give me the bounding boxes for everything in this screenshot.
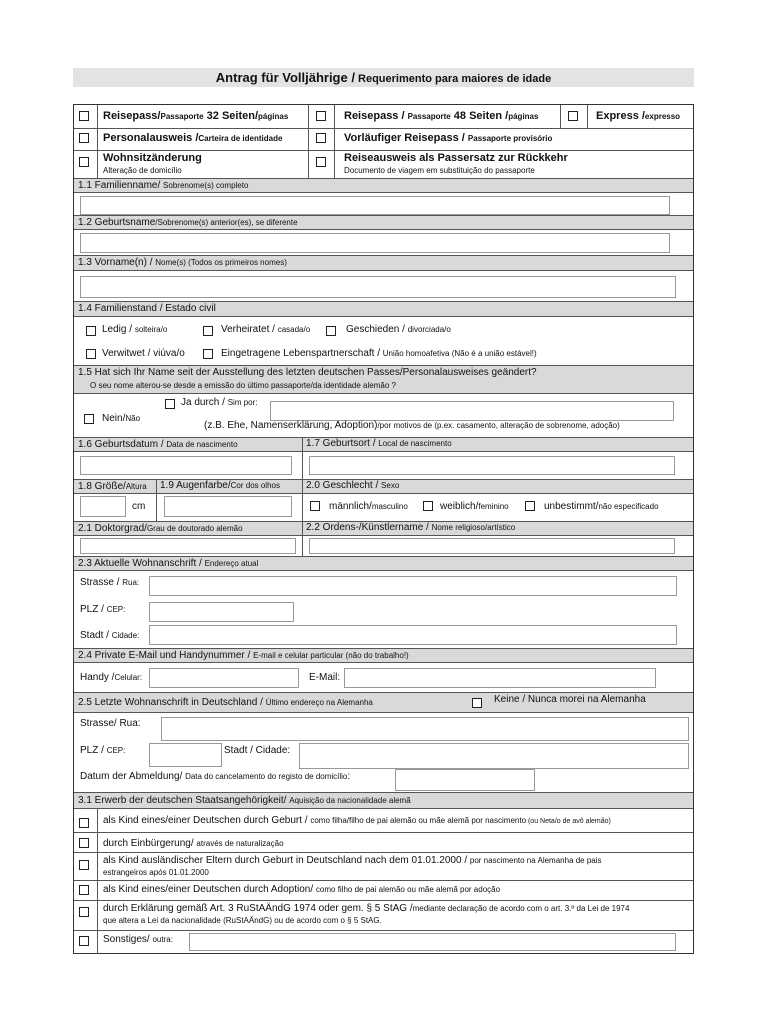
erwerb-einbuergerung-label: durch Einbürgerung/ através de naturalização	[103, 838, 284, 849]
section-1-6-1-7-header: 1.6 Geburtsdatum / Data de nascimento	[74, 437, 693, 452]
handy-label: Handy /Celular:	[80, 672, 143, 683]
verheiratet-checkbox[interactable]	[203, 326, 213, 336]
erwerb-erklaerung-label: durch Erklärung gemäß Art. 3 RuStAÄndG 1974 oder gem. § 5 StAG /mediante declaração de acordo com o art. 3.º da Lei de 1974	[103, 903, 630, 914]
namensaenderung-beispiel: (z.B. Ehe, Namenserklärung, Adoption)/por motivos de (p.ex. casamento, alteração de sobrenome, adoção)	[204, 420, 620, 431]
unbestimmt-checkbox[interactable]	[525, 501, 535, 511]
erwerb-adoption-checkbox[interactable]	[79, 885, 89, 895]
erwerb-geburt-label: als Kind eines/einer Deutschen durch Geburt / como filha/filho de pai alemão ou mãe alemã por nascimento (ou Neta/o de avô alemão)	[103, 815, 611, 826]
col-divider	[302, 437, 303, 479]
section-1-5-pt: O seu nome alterou-se desde a emissão do último passaporte/da identidade alemão ?	[90, 381, 396, 390]
groesse-unit: cm	[132, 501, 146, 512]
keine-label: Keine / Nunca morei na Alemanha	[494, 694, 646, 705]
row-divider	[74, 832, 693, 833]
wohnsitz-sub: Alteração de domicílio	[103, 166, 182, 175]
maennlich-label: männlich/masculino	[329, 501, 408, 512]
verwitwet-checkbox[interactable]	[86, 349, 96, 359]
abmeldung-input[interactable]	[395, 769, 535, 791]
section-3-1-header: 3.1 Erwerb der deutschen Staatsangehörigkeit/ Aquisição da nacionalidade alemã	[74, 792, 693, 809]
application-form	[73, 104, 694, 954]
erwerb-sonstiges-label: Sonstiges/ outra:	[103, 934, 173, 945]
letzte-stadt-label: Stadt / Cidade:	[224, 745, 291, 756]
section-2-1-header: 2.1 Doktorgrad/Grau de doutorado alemão	[74, 521, 693, 536]
title-de: Antrag für Volljährige /	[215, 70, 355, 85]
verwitwet-label: Verwitwet / viúva/o	[102, 348, 185, 359]
section-1-9-label: 1.9 Augenfarbe/Cor dos olhos	[160, 480, 280, 491]
ja-label: Ja durch / Sim por:	[181, 397, 258, 408]
geschieden-label: Geschieden / divorciada/o	[346, 324, 451, 335]
col-divider	[302, 521, 303, 556]
geburtsdatum-input[interactable]	[80, 456, 292, 475]
strasse-input[interactable]	[149, 576, 677, 596]
section-2-3-header: 2.3 Aktuelle Wohnanschrift / Endereço atual	[74, 556, 693, 571]
reiseausweis-label: Reiseausweis als Passersatz zur Rückkehr	[344, 152, 568, 164]
row-divider	[74, 880, 693, 881]
section-1-1-header: 1.1 Familienname/ Sobrenome(s) completo	[74, 178, 693, 193]
erwerb-geburt-checkbox[interactable]	[79, 818, 89, 828]
section-1-5-header	[74, 365, 693, 394]
express-checkbox[interactable]	[568, 111, 578, 121]
section-1-3-header: 1.3 Vorname(n) / Nome(s) (Todos os primeiros nomes)	[74, 255, 693, 271]
erwerb-auslaendisch-label: als Kind ausländischer Eltern durch Geburt in Deutschland nach dem 01.01.2000 / por nascimento na Alemanha de pais	[103, 855, 602, 866]
title-pt: Requerimento para maiores de idade	[354, 73, 552, 85]
reisepass32-label: Reisepass/Passaporte 32 Seiten/páginas	[103, 110, 289, 122]
erwerb-adoption-label: als Kind eines/einer Deutschen durch Adoption/ como filho de pai alemão ou mãe alemã por adoção	[103, 884, 501, 895]
vorlaeufig-checkbox[interactable]	[316, 133, 326, 143]
weiblich-label: weiblich/feminino	[440, 501, 509, 512]
geschieden-checkbox[interactable]	[326, 326, 336, 336]
ledig-label: Ledig / solteira/o	[102, 324, 168, 335]
section-2-4-header: 2.4 Private E-Mail und Handynummer / E-mail e celular particular (não do trabalho!)	[74, 648, 693, 663]
email-input[interactable]	[344, 668, 656, 688]
lebenspartner-checkbox[interactable]	[203, 349, 213, 359]
geburtsname-input[interactable]	[80, 233, 670, 253]
stadt-input[interactable]	[149, 625, 677, 645]
weiblich-checkbox[interactable]	[423, 501, 433, 511]
col-divider	[97, 105, 98, 178]
personalausweis-checkbox[interactable]	[79, 133, 89, 143]
section-1-5-de: 1.5 Hat sich Ihr Name seit der Ausstellung des letzten deutschen Passes/Personalausweises geändert?	[78, 367, 537, 378]
section-2-2-label: 2.2 Ordens-/Künstlername / Nome religioso/artístico	[306, 522, 516, 533]
erwerb-erklaerung-sub: que altera a Lei da nacionalidade (RuStAÄndG) ou de acordo com o § 5 StAG.	[103, 916, 382, 925]
wohnsitz-label: Wohnsitzänderung	[103, 152, 202, 164]
letzte-strasse-label: Strasse/ Rua:	[80, 718, 141, 729]
ordensname-input[interactable]	[309, 538, 675, 554]
unbestimmt-label: unbestimmt/não especificado	[544, 501, 659, 512]
col-divider	[560, 105, 561, 128]
col-divider	[308, 105, 309, 178]
lebenspartner-label: Eingetragene Lebenspartnerschaft / União homoafetiva (Não é a união estável!)	[221, 348, 537, 359]
row-divider	[74, 930, 693, 931]
express-label: Express /expresso	[596, 110, 681, 122]
col-divider	[334, 105, 335, 178]
letzte-stadt-input[interactable]	[299, 743, 689, 769]
form-title	[73, 68, 694, 87]
col-divider	[587, 105, 588, 128]
col-divider	[97, 809, 98, 954]
section-1-2-header: 1.2 Geburtsname/Sobrenome(s) anterior(es), se diferente	[74, 215, 693, 230]
row-divider	[74, 852, 693, 853]
erwerb-auslaendisch-sub: estrangeiros após 01.01.2000	[103, 868, 209, 877]
ledig-checkbox[interactable]	[86, 326, 96, 336]
row-divider	[74, 150, 693, 151]
section-1-8-header: 1.8 Größe/Altura	[74, 479, 693, 494]
abmeldung-label: Datum der Abmeldung/ Data do cancelamento do registo de domicílio:	[80, 771, 351, 782]
stadt-label: Stadt / Cidade:	[80, 630, 140, 641]
ja-checkbox[interactable]	[165, 399, 175, 409]
familienname-input[interactable]	[80, 196, 670, 215]
section-1-7-label: 1.7 Geburtsort / Local de nascimento	[306, 438, 452, 449]
nein-checkbox[interactable]	[84, 414, 94, 424]
erwerb-auslaendisch-checkbox[interactable]	[79, 860, 89, 870]
strasse-label: Strasse / Rua:	[80, 577, 140, 588]
letzte-plz-input[interactable]	[149, 743, 222, 767]
vorname-input[interactable]	[80, 276, 676, 298]
personalausweis-label: Personalausweis /Carteira de identidade	[103, 132, 283, 144]
reisepass48-checkbox[interactable]	[316, 111, 326, 121]
col-divider	[302, 479, 303, 521]
erwerb-sonstiges-input[interactable]	[189, 933, 676, 951]
email-label: E-Mail:	[309, 672, 341, 683]
plz-input[interactable]	[149, 602, 294, 622]
letzte-strasse-input[interactable]	[161, 717, 689, 741]
erwerb-einbuergerung-checkbox[interactable]	[79, 838, 89, 848]
erwerb-sonstiges-checkbox[interactable]	[79, 936, 89, 946]
reisepass48-label: Reisepass / Passaporte 48 Seiten /páginas	[344, 110, 539, 122]
groesse-input[interactable]	[80, 496, 126, 517]
maennlich-checkbox[interactable]	[310, 501, 320, 511]
reisepass32-checkbox[interactable]	[79, 111, 89, 121]
handy-input[interactable]	[149, 668, 299, 688]
row-divider	[74, 128, 693, 129]
nein-label: Nein/Não	[102, 413, 141, 424]
doktorgrad-input[interactable]	[80, 538, 296, 554]
augenfarbe-input[interactable]	[164, 496, 292, 517]
row-divider	[74, 900, 693, 901]
geburtsort-input[interactable]	[309, 456, 675, 475]
plz-label: PLZ / CEP:	[80, 604, 126, 615]
verheiratet-label: Verheiratet / casada/o	[221, 324, 311, 335]
namensaenderung-input[interactable]	[270, 401, 674, 421]
erwerb-erklaerung-checkbox[interactable]	[79, 907, 89, 917]
keine-checkbox[interactable]	[472, 698, 482, 708]
col-divider	[156, 479, 157, 521]
vorlaeufig-label: Vorläufiger Reisepass / Passaporte provisório	[344, 132, 553, 144]
section-2-0-label: 2.0 Geschlecht / Sexo	[306, 480, 400, 491]
section-2-5-header: 2.5 Letzte Wohnanschrift in Deutschland / Último endereço na Alemanha	[74, 692, 693, 713]
letzte-plz-label: PLZ / CEP:	[80, 745, 126, 756]
reiseausweis-sub: Documento de viagem em substituição do passaporte	[344, 166, 535, 175]
reiseausweis-checkbox[interactable]	[316, 157, 326, 167]
wohnsitz-checkbox[interactable]	[79, 157, 89, 167]
section-1-4-header: 1.4 Familienstand / Estado civil	[74, 301, 693, 317]
